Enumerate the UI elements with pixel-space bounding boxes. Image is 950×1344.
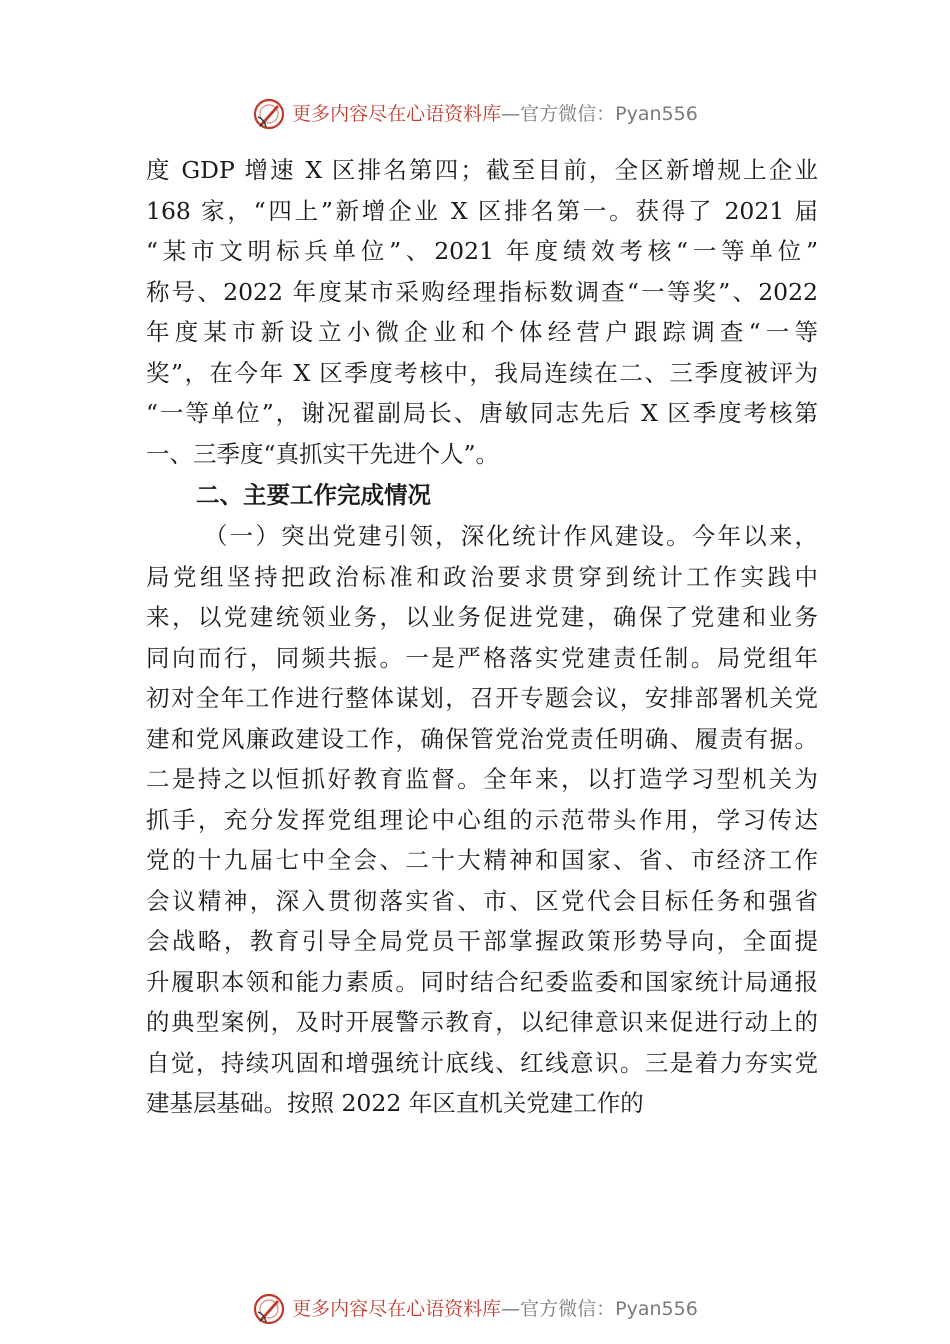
logo-icon [252,97,286,131]
watermark-red-text: 更多内容尽在心语资料库 [292,1297,502,1320]
text-line: “一等单位”，谢况翟副局长、唐敏同志先后 X 区季度考核第 [146,399,818,427]
text-line: 抓手，充分发挥党组理论中心组的示范带头作用，学习传达 [146,805,818,834]
text-line: 升履职本领和能力素质。同时结合纪委监委和国家统计局通报 [146,967,818,996]
watermark-banner-top [0,94,950,134]
text-line: 度 GDP 增速 X 区排名第四；截至目前，全区新增规上企业 [146,156,818,184]
text-line: 建和党风廉政建设工作，确保管党治党责任明确、履责有据。 [146,724,818,753]
text-line: 168 家，“四上”新增企业 X 区排名第一。获得了 2021 届 [146,196,818,225]
text-line: 自觉，持续巩固和增强统计底线、红线意识。三是着力夯实党 [146,1048,818,1077]
text-line: 初对全年工作进行整体谋划，召开专题会议，安排部署机关党 [146,684,818,712]
text-line: “某市文明标兵单位”、2021 年度绩效考核“一等单位” [146,237,818,265]
watermark-gray-text: —官方微信：Pyan556 [501,102,698,125]
document-body [146,150,818,1124]
text-line: 党的十九届七中全会、二十大精神和国家、省、市经济工作 [146,846,818,874]
logo-icon [252,1292,286,1326]
text-line: 同向而行，同频共振。一是严格落实党建责任制。局党组年 [146,643,818,672]
text-line: （一）突出党建引领，深化统计作风建设。今年以来， [204,522,818,550]
watermark-red-text: 更多内容尽在心语资料库 [292,102,502,125]
text-line: 称号、2022 年度某市采购经理指标数调查“一等奖”、2022 [146,277,818,306]
text-line: 的典型案例，及时开展警示教育，以纪律意识来促进行动上的 [146,1008,818,1036]
section-heading: 二、主要工作完成情况 [196,481,431,509]
text-line: 局党组坚持把政治标准和政治要求贯穿到统计工作实践中 [146,562,818,591]
text-line: 二是持之以恒抓好教育监督。全年来，以打造学习型机关为 [146,765,818,793]
text-line: 来，以党建统领业务，以业务促进党建，确保了党建和业务 [146,603,818,631]
text-line: 建基层基础。按照 2022 年区直机关党建工作的 [146,1089,644,1117]
watermark-banner-bottom [0,1289,950,1329]
text-line: 奖”，在今年 X 区季度考核中，我局连续在二、三季度被评为 [146,358,818,387]
text-line: 会战略，教育引导全局党员干部掌握政策形势导向，全面提 [146,927,818,955]
text-line: 会议精神，深入贯彻落实省、市、区党代会目标任务和强省 [146,886,818,915]
text-line: 一、三季度“真抓实干先进个人”。 [146,439,500,468]
text-line: 年度某市新设立小微企业和个体经营户跟踪调查“一等 [146,318,818,346]
watermark-gray-text: —官方微信：Pyan556 [501,1297,698,1320]
